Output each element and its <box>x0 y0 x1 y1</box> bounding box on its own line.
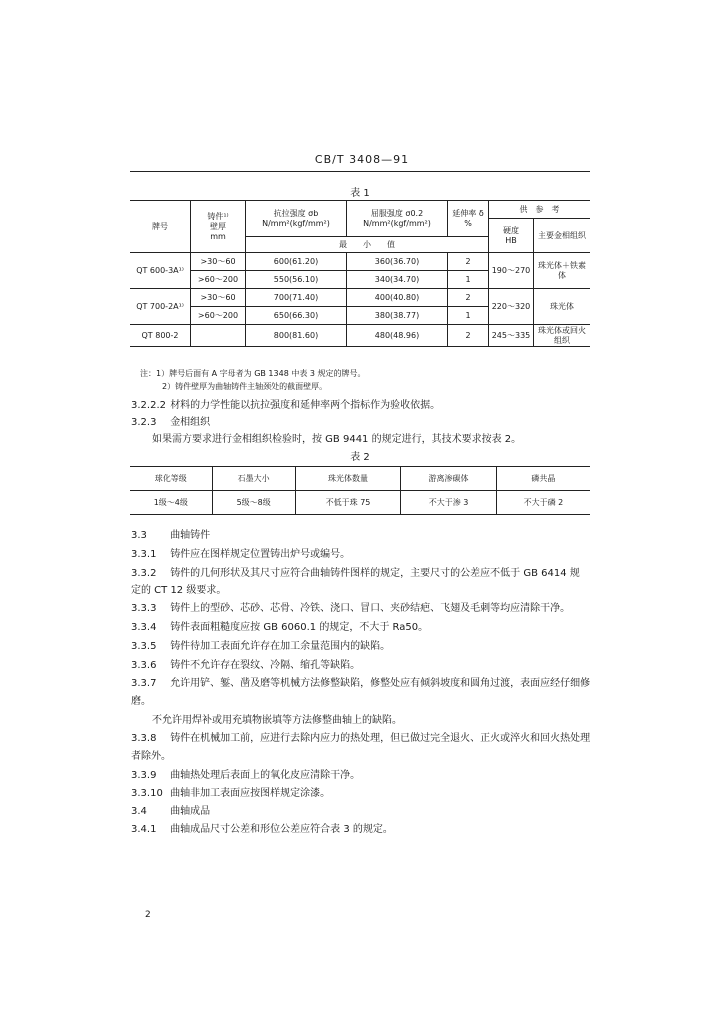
clause-number: 3.3.3 <box>131 603 157 614</box>
clause-text: 铸件应在图样规定位置铸出炉号或编号。 <box>170 549 351 560</box>
clause-text: 曲轴成品尺寸公差和形位公差应符合表 3 的规定。 <box>170 824 393 835</box>
clause-number: 3.4.1 <box>131 824 157 835</box>
clause-number: 3.2.3 <box>131 417 157 428</box>
clause-text: 曲轴铸件 <box>170 530 211 541</box>
text-line <box>131 656 611 671</box>
clause-text: 者除外。 <box>131 751 171 762</box>
text-line <box>131 784 611 799</box>
thickness-cell: >30～60 <box>191 289 246 307</box>
text-line <box>131 802 611 817</box>
tensile-cell: 700(71.40) <box>246 289 347 307</box>
page-number: 2 <box>145 910 151 920</box>
header-tensile-l2: N/mm²(kgf/mm²) <box>262 218 330 228</box>
header-hardness-l1: 硬度 <box>503 225 519 235</box>
t2-cell-graphite-size: 5级～8级 <box>212 491 295 515</box>
yield-cell: 340(34.70) <box>347 271 448 289</box>
grade-cell: QT 700-2A¹⁾ <box>130 289 191 325</box>
tensile-cell: 600(61.20) <box>246 253 347 271</box>
text-line <box>131 674 611 689</box>
header-min-value: 最 小 值 <box>246 237 489 253</box>
clause-text: 曲轴热处理后表面上的氧化皮应清除干净。 <box>170 770 361 781</box>
clause-number: 3.3.10 <box>131 788 163 799</box>
elong-cell: 2 <box>448 253 489 271</box>
clause-text: 铸件表面粗糙度应按 GB 6060.1 的规定，不大于 Ra50。 <box>170 622 429 633</box>
elong-cell: 1 <box>448 307 489 325</box>
table-row <box>130 491 590 515</box>
header-yield-l1: 屈服强度 σ0.2 <box>370 208 424 218</box>
text-line <box>131 637 611 652</box>
grade-cell: QT 800-2 <box>130 325 191 347</box>
text-line <box>131 581 611 596</box>
clause-text: 磨。 <box>131 696 151 707</box>
text-line <box>131 413 611 428</box>
header-reference: 供 参 考 <box>489 201 591 219</box>
clause-text: 允许用铲、錾、凿及磨等机械方法修整缺陷，修整处应有倾斜坡度和圆角过渡，表面应经仔细修 <box>170 678 591 689</box>
hardness-cell: 220～320 <box>489 289 534 325</box>
clause-number: 3.2.2.2 <box>131 400 166 411</box>
header-thickness-l3: mm <box>210 231 226 241</box>
elong-cell: 2 <box>448 325 489 347</box>
table1-caption: 表 1 <box>350 188 370 199</box>
t2-header-spheroidization: 球化等级 <box>130 467 212 491</box>
clause-text: 铸件待加工表面允许存在加工余量范围内的缺陷。 <box>170 641 391 652</box>
clause-text: 不允许用焊补或用充填物嵌填等方法修整曲轴上的缺陷。 <box>152 715 402 726</box>
header-tensile <box>246 201 347 237</box>
elong-cell: 2 <box>448 289 489 307</box>
yield-cell: 360(36.70) <box>347 253 448 271</box>
table1 <box>130 200 590 347</box>
elong-cell: 1 <box>448 271 489 289</box>
clause-number: 3.3.5 <box>131 641 157 652</box>
text-line <box>131 766 611 781</box>
header-structure: 主要金相组织 <box>534 219 591 253</box>
tensile-cell: 650(66.30) <box>246 307 347 325</box>
header-yield-l2: N/mm²(kgf/mm²) <box>363 218 431 228</box>
clause-text: 金相组织 <box>170 417 211 428</box>
header-elong-l1: 延伸率 δ <box>452 208 484 218</box>
standard-code: CB/T 3408—91 <box>314 153 410 166</box>
header-grade: 牌号 <box>130 201 191 253</box>
t2-cell-pearlite: 不低于珠 75 <box>295 491 401 515</box>
text-line <box>131 618 611 633</box>
t2-header-phosphide: 磷共晶 <box>496 467 590 491</box>
yield-cell: 400(40.80) <box>347 289 448 307</box>
header-thickness-l1: 铸件¹⁾ <box>207 211 229 221</box>
yield-cell: 480(48.96) <box>347 325 448 347</box>
clause-text: 铸件的几何形状及其尺寸应符合曲轴铸件图样的规定，主要尺寸的公差应不低于 GB 6414 规 <box>170 568 580 579</box>
text-line <box>131 729 611 744</box>
text-line <box>131 747 611 762</box>
clause-number: 3.3.1 <box>131 549 157 560</box>
table-row <box>130 325 590 347</box>
clause-number: 3.3.6 <box>131 660 157 671</box>
clause-number: 3.3 <box>131 530 147 541</box>
clause-number: 3.3.7 <box>131 678 157 689</box>
thickness-cell: >30～60 <box>191 253 246 271</box>
t2-header-cementite: 游离渗碳体 <box>401 467 497 491</box>
table2-caption: 表 2 <box>350 452 370 463</box>
t2-header-pearlite: 珠光体数量 <box>295 467 401 491</box>
header-thickness-l2: 壁厚 <box>210 221 226 231</box>
table1-note-2: 2）铸件壁厚为曲轴铸件主轴颈处的截面壁厚。 <box>162 382 328 391</box>
clause-text: 如果需方要求进行金相组织检验时，按 GB 9441 的规定进行，其技术要求按表 2。 <box>152 434 522 445</box>
clause-text: 曲轴非加工表面应按图样规定涂漆。 <box>170 788 331 799</box>
text-line <box>152 430 632 445</box>
text-line <box>131 599 611 614</box>
header-rule <box>130 171 590 172</box>
thickness-cell: >60～200 <box>191 271 246 289</box>
text-line <box>131 396 611 411</box>
table1-note-1: 注：1）牌号后面有 A 字母者为 GB 1348 中表 3 规定的牌号。 <box>140 369 366 378</box>
clause-number: 3.3.4 <box>131 622 157 633</box>
text-line <box>131 526 611 541</box>
thickness-cell <box>191 325 246 347</box>
tensile-cell: 550(56.10) <box>246 271 347 289</box>
clause-text: 材料的力学性能以抗拉强度和延伸率两个指标作为验收依据。 <box>170 400 441 411</box>
structure-cell: 珠光体 <box>534 289 591 325</box>
clause-text: 曲轴成品 <box>170 806 211 817</box>
t2-cell-cementite: 不大于渗 3 <box>401 491 497 515</box>
t2-cell-phosphide: 不大于磷 2 <box>496 491 590 515</box>
t2-cell-spheroidization: 1级～4级 <box>130 491 212 515</box>
text-line <box>131 820 611 835</box>
hardness-cell: 245～335 <box>489 325 534 347</box>
grade-cell: QT 600-3A¹⁾ <box>130 253 191 289</box>
table-row <box>130 253 590 271</box>
text-line <box>131 692 611 707</box>
clause-text: 铸件上的型砂、芯砂、芯骨、冷铁、浇口、冒口、夹砂结疤、飞翅及毛刺等均应清除干净。 <box>170 603 571 614</box>
clause-text: 铸件不允许存在裂纹、冷隔、缩孔等缺陷。 <box>170 660 361 671</box>
header-hardness <box>489 219 534 253</box>
header-yield <box>347 201 448 237</box>
clause-number: 3.3.8 <box>131 733 157 744</box>
header-tensile-l1: 抗拉强度 σb <box>273 208 319 218</box>
header-hardness-l2: HB <box>505 235 517 245</box>
table2 <box>130 466 590 515</box>
structure-cell: 珠光体＋铁素体 <box>534 253 591 289</box>
table-row <box>130 289 590 307</box>
tensile-cell: 800(81.60) <box>246 325 347 347</box>
clause-number: 3.3.9 <box>131 770 157 781</box>
yield-cell: 380(38.77) <box>347 307 448 325</box>
text-line <box>131 545 611 560</box>
text-line <box>131 564 611 579</box>
clause-number: 3.3.2 <box>131 568 157 579</box>
hardness-cell: 190～270 <box>489 253 534 289</box>
clause-number: 3.4 <box>131 806 147 817</box>
structure-cell: 珠光体或回火组织 <box>534 325 591 347</box>
t2-header-graphite-size: 石墨大小 <box>212 467 295 491</box>
header-thickness <box>191 201 246 253</box>
clause-text: 铸件在机械加工前，应进行去除内应力的热处理，但已做过完全退火、正火或淬火和回火热处理 <box>170 733 591 744</box>
header-elong-l2: % <box>464 218 472 228</box>
text-line <box>152 711 632 726</box>
thickness-cell: >60～200 <box>191 307 246 325</box>
clause-text: 定的 CT 12 级要求。 <box>131 585 227 596</box>
header-elong <box>448 201 489 237</box>
